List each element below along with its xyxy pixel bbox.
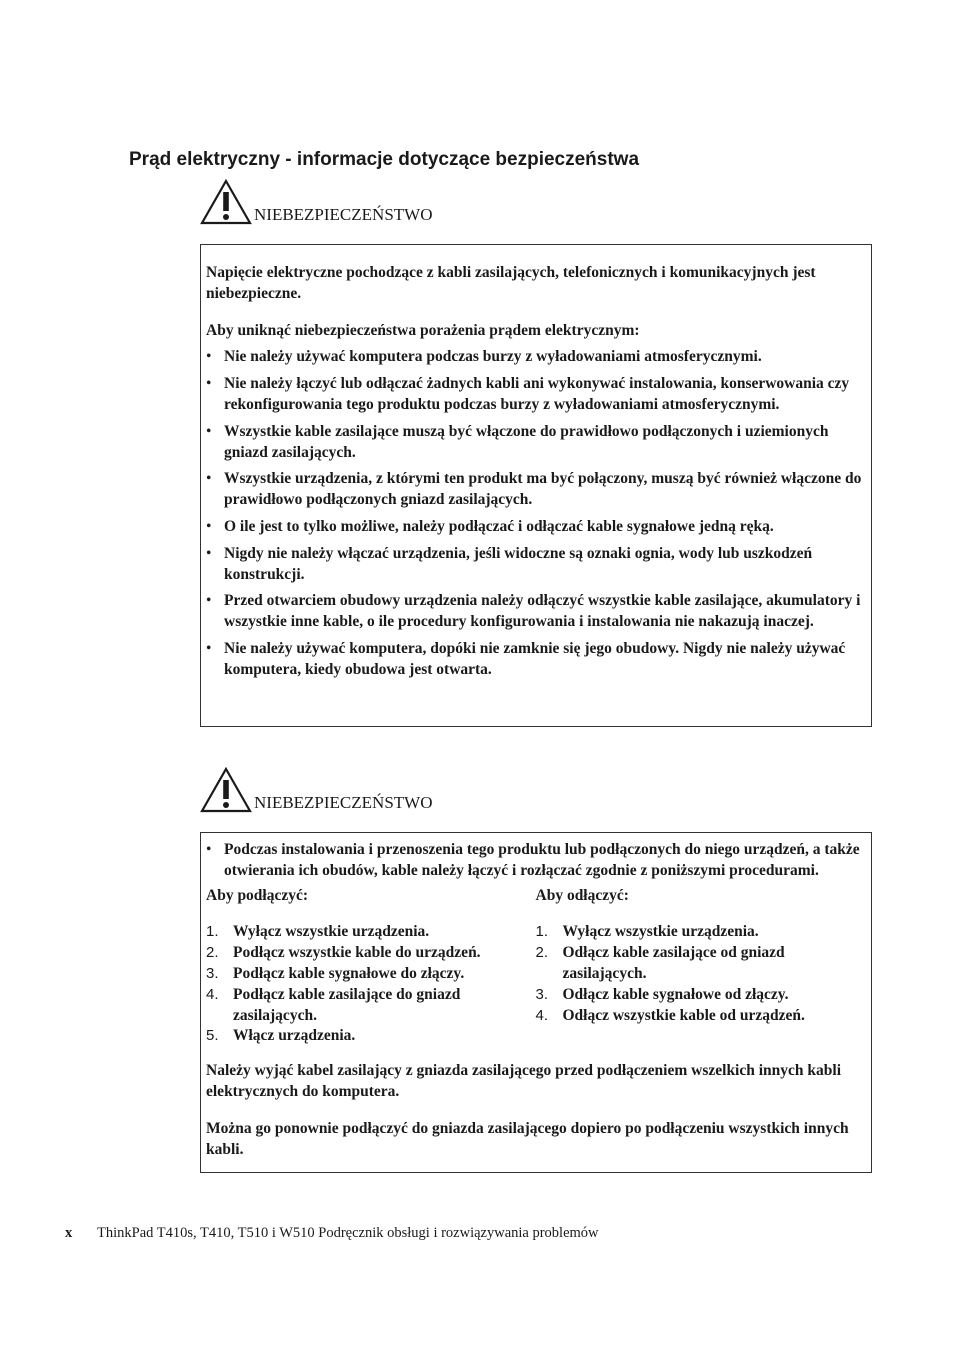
danger-title-1: NIEBEZPIECZEŃSTWO [254, 205, 433, 224]
list-item: 4. Podłącz kable zasilające do gniazd zasilających. [206, 985, 461, 1024]
list-item: 4. Odłącz wszystkie kable od urządzeń. [535, 1006, 805, 1024]
list-item: • Przed otwarciem obudowy urządzenia należy odłączyć wszystkie kable zasilające, akumulatory i wszystkie inne kable, o ile procedury konfigurowania i instalowania nie nakazują inaczej. [206, 591, 865, 633]
cable-note-2: Można go ponownie podłączyć do gniazda zasilającego dopiero po podłączeniu wszystkich innych kabli. [206, 1119, 849, 1158]
list-item: • Wszystkie kable zasilające muszą być włączone do prawidłowo podłączonych i uziemionych gniazd zasilających. [206, 422, 865, 464]
danger-bullet-list [206, 347, 865, 680]
danger-box-1 [200, 244, 872, 727]
section-heading: Prąd elektryczny - informacje dotyczące bezpieczeństwa [129, 149, 640, 170]
cable-note-1: Należy wyjąć kabel zasilający z gniazda zasilającego przed podłączeniem wszelkich innych kabli elektrycznych do komputera. [206, 1062, 842, 1100]
list-item: • O ile jest to tylko możliwe, należy podłączać i odłączać kable sygnałowe jedną ręką. [206, 517, 865, 538]
disconnect-column [536, 886, 866, 1048]
danger-lead: Aby uniknąć niebezpieczeństwa porażenia prądem elektrycznym: [206, 321, 640, 339]
procedure-columns [206, 886, 865, 1048]
list-item: 2. Podłącz wszystkie kable do urządzeń. [206, 944, 481, 962]
list-item: 3. Podłącz kable sygnałowe do złączy. [206, 964, 465, 982]
connect-steps [206, 922, 536, 1047]
connect-title: Aby podłączyć: [206, 886, 309, 904]
disconnect-steps [536, 922, 866, 1026]
disconnect-title: Aby odłączyć: [535, 886, 629, 904]
list-item: 3. Odłącz kable sygnałowe od złączy. [535, 985, 789, 1003]
list-item: 5. Włącz urządzenia. [206, 1027, 356, 1045]
footer-title: ThinkPad T410s, T410, T510 i W510 Podręcznik obsługi i rozwiązywania problemów [97, 1225, 599, 1241]
list-item: • Nigdy nie należy włączać urządzenia, jeśli widoczne są oznaki ognia, wody lub uszkodzeń konstrukcji. [206, 544, 865, 586]
danger-box-2 [200, 832, 872, 1173]
connect-column [206, 886, 536, 1048]
list-item: • Podczas instalowania i przenoszenia tego produktu lub podłączonych do niego urządzeń, a także otwierania ich obudów, kable należy łączyć i rozłączać zgodnie z poniższymi procedurami. [206, 840, 865, 882]
list-item: • Nie należy łączyć lub odłączać żadnych kabli ani wykonywać instalowania, konserwowania czy rekonfigurowania tego produktu podczas burzy z wyładowaniami atmosferycznymi. [206, 374, 865, 416]
list-item: 2. Odłącz kable zasilające od gniazd zasilających. [535, 944, 785, 982]
page-footer [65, 1223, 599, 1243]
list-item: • Nie należy używać komputera, dopóki nie zamknie się jego obudowy. Nigdy nie należy używać komputera, kiedy obudowa jest otwarta. [206, 639, 865, 681]
danger-intro: Napięcie elektryczne pochodzące z kabli zasilających, telefonicznych i komunikacyjnych jest niebezpieczne. [206, 264, 816, 302]
page-number: x [65, 1225, 73, 1241]
list-item: 1. Wyłącz wszystkie urządzenia. [206, 923, 430, 941]
danger-title-2: NIEBEZPIECZEŃSTWO [254, 793, 433, 812]
warning-triangle-icon [200, 179, 252, 225]
list-item: • Nie należy używać komputera podczas burzy z wyładowaniami atmosferycznymi. [206, 347, 865, 368]
warning-triangle-icon [200, 767, 252, 813]
danger-bullet-list-2 [206, 840, 865, 882]
list-item: • Wszystkie urządzenia, z którymi ten produkt ma być połączony, muszą być również włączone do prawidłowo podłączonych gniazd zasilających. [206, 469, 865, 511]
list-item: 1. Wyłącz wszystkie urządzenia. [535, 923, 759, 941]
